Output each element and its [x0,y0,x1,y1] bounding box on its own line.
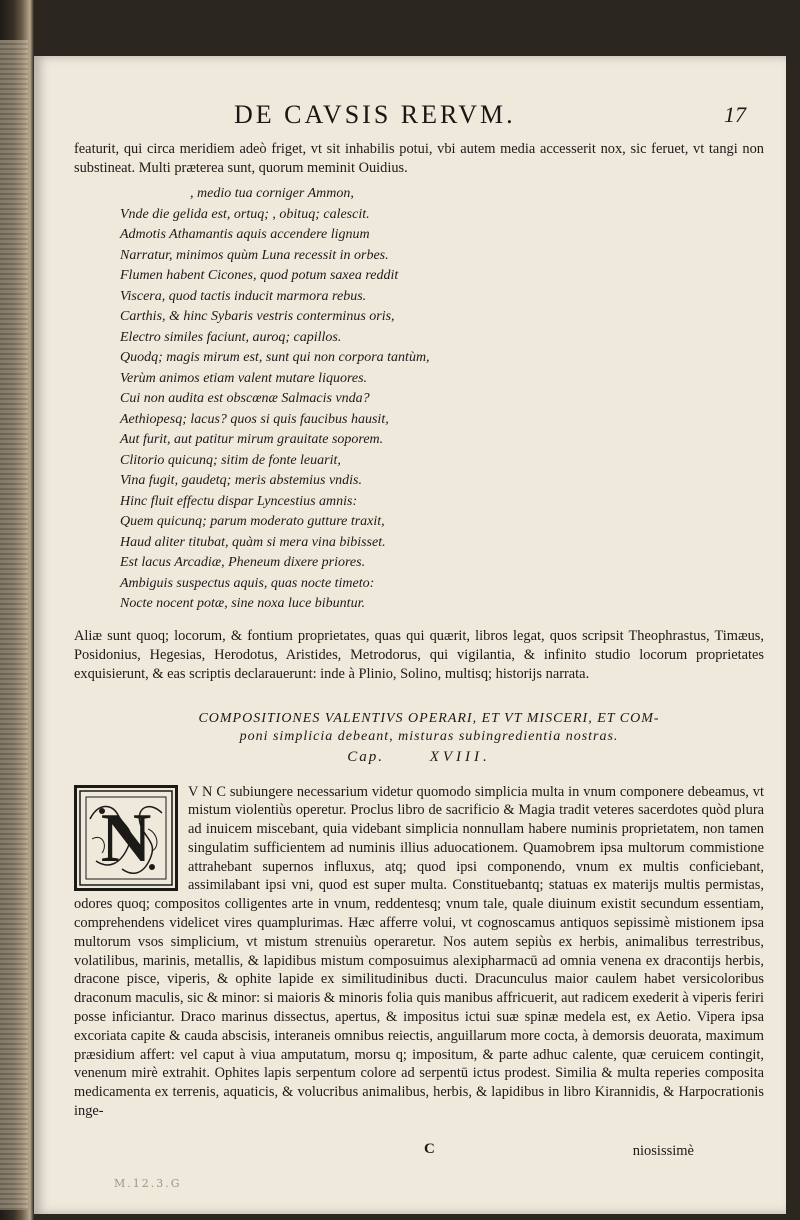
folio-number: 17 [724,102,746,127]
book-page [34,56,786,1214]
verse-line: Est lacus Arcadiæ, Pheneum dixere priores. [120,555,366,570]
verse-line: Aut furit, aut patitur mirum grauitate soporem. [120,432,384,447]
running-title: DE CAVSIS RERVM. [234,100,516,129]
verse-line: Hinc fluit effectu dispar Lyncestius amnis: [120,493,358,509]
chapter-label: Cap. [347,748,384,765]
chapter-number [74,748,764,767]
verse-line: Aethiopesq; lacus? quos si quis faucibus hausit, [120,411,389,427]
verse-line: Narratur, minimos quùm Luna recessit in orbes. [120,247,389,263]
verse-line: Clitorio quicunq; sitim de fonte leuarit, [120,452,341,468]
verse-line: Vina fugit, gaudetq; meris abstemius vndis. [120,473,362,488]
verse-line: Quodq; magis mirum est, sunt qui non corpora tantùm, [120,350,430,365]
verse-line: Nocte nocent potæ, sine noxa luce bibuntur. [120,596,365,611]
decorated-initial [74,785,178,891]
chapter-text: V N C subiungere necessarium videtur quomodo simplicia multa in vnum componere debeamus, vt mistum violentiùs operetur. Proclus libro de sacrificio & Magia tradit veteres sacerdotes quòd plura ad inuicem miscebant, quia videbant simplicia nonnullam habere numinis proprietatem, non tamen singulatim sufficientem ad numinis illius aduocationem. Quamobrem ipsa multorum commistione attrahebant supernos influxus, atq; quod ipsi componendo, vnum ex multis conficiebant, assimilabant ipsi vni, quod est super multa. Constituebantq; statuas ex materijs multis permistas, odores quoq; compositos colligentes arte in vnum, reddentesq; vnum tale, quale diuinum existit secundum essentiam, comprehendens videlicet vires quamplurimas. Hæc afferre volui, vt cognoscamus antiquos sepissimè mistionem ipsa multorum vsos simplicium, vt mistum strenuiùs operaretur. Nos autem sepiùs ex herbis, animalibus terrestribus, volatilibus, marinis, metallis, & lapidibus mistum composuimus alexipharmacū ad omnia venena ex dracontijs herbis, dracone pisce, viperis, & ophite lapide ex similitudinibus ducti. Dracunculus maior caulem habet versicoloribus draconum maculis, sic & minor: si maioris & minoris folia quis manibus affricuerit, aut radicem exederit à viperis feriri posse inficiantur. Draco marinus dissectus, apertus, & impositus ictui suæ spinæ medela est, ex Aetio. Vipera ipsa excoriata capite & cauda abscisis, interaneis omnibus reiectis, anguillarum more cocta, à demorsis deuorata, maximum præsidium affert: vel caput à viua amputatum, morsu q; impositum, & parte adhuc calente, quæ ceruicem contingit, venenum mirè extrahit. Ophites lapis serpentum colore ad serpentū ictus prodest. Similia & multa reperies composita medicamenta ex terrenis, aquaticis, & volucribus animalibus, herbis, & lapidibus in libro Kirannidis, & Harpocrationis inge- [74,783,764,1120]
chapter-body [74,783,764,1121]
catchword: niosissimè [632,1143,694,1159]
verse-line: Quem quicunq; parum moderato gutture traxit, [120,514,385,529]
page-body [74,140,764,1121]
verse-line: Flumen habent Cicones, quod potum saxea reddit [120,268,399,283]
verse-line: Verùm animos etiam valent mutare liquores. [120,370,368,386]
verse-line: Viscera, quod tactis inducit marmora rebus. [120,288,367,304]
chapter-roman-numeral: XVIII. [429,748,491,765]
decorated-initial-ornament [78,789,174,887]
verse-line: Cui non audita est obscœnæ Salmacis vnda? [120,391,370,406]
chapter-title-line-1: COMPOSITIONES VALENTIVS OPERARI, ET VT MISCERI, ET COM- [198,710,660,726]
verse-line: Ambiguis suspectus aquis, quas nocte timeto: [120,575,375,591]
verse-line: Vnde die gelida est, ortuq; , obituq; calescit. [120,206,370,222]
verse-line: Haud aliter titubat, quàm si mera vina bibisset. [120,534,386,550]
intro-paragraph: featurit, qui circa meridiem adeò friget, vt sit inhabilis potui, vbi autem media accesserit nox, sic feruet, vt tangi non substineat. Multi præterea sunt, quorum meminit Ouidius. [74,141,764,176]
sources-paragraph: Aliæ sunt quoq; locorum, & fontium proprietates, quas qui quærit, libros legat, quos scripsit Theophrastus, Timæus, Posidonius, Hegesias, Herodotus, Aristides, Metrodorus, qui vigilantia, & infinito studio locorum proprietates exquisierunt, & eas scriptis declarauerunt: inde à Plinio, Solino, multisq; historijs narrata. [74,627,764,682]
verse-line: Carthis, & hinc Sybaris vestris conterminus oris, [120,309,395,324]
library-stamp: M.12.3.G [114,1177,182,1190]
chapter-heading [94,710,764,746]
previous-page-edge [0,40,28,1210]
chapter-title-line-2: poni simplicia debeant, misturas subingredientia nostras. [239,728,619,744]
signature-mark: C [424,1141,435,1157]
verse-line: Admotis Athamantis aquis accendere lignum [120,227,370,242]
verse-line: , medio tua corniger Ammon, [190,186,354,201]
verse-line: Electro similes faciunt, auroq; capillos. [120,329,342,345]
page-header [34,100,786,130]
initial-letter: N [100,799,152,877]
ovid-verse-block [120,184,764,615]
